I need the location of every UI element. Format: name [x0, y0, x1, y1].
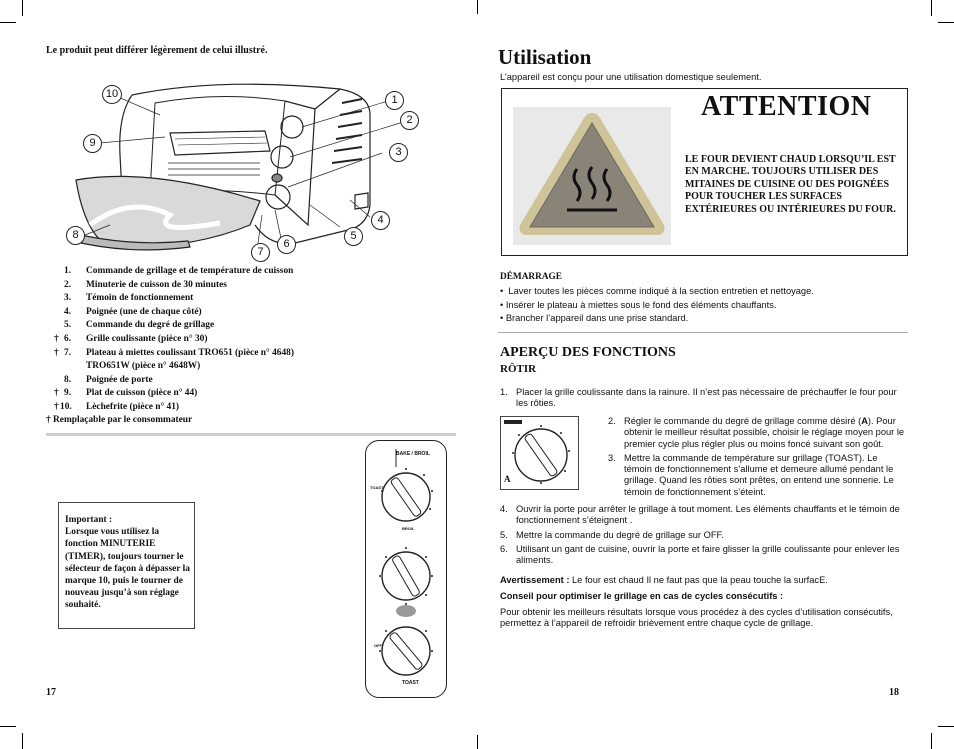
attention-box	[501, 88, 908, 256]
apercu-subheading: RÔTIR	[500, 363, 537, 375]
crop-mark	[0, 22, 16, 23]
callout-1: 1	[385, 91, 404, 110]
warning-text: Le four est chaud Il ne faut pas que la peau touche la surfacE.	[572, 575, 828, 585]
callout-6: 6	[277, 235, 296, 254]
panel-toast-label: TOAST	[370, 485, 384, 490]
demarrage-heading: DÉMARRAGE	[500, 272, 562, 282]
list-item: • Laver toutes les pièces comme indiqué à la section entretien et nettoyage.	[500, 286, 814, 296]
crop-mark	[477, 0, 478, 14]
list-item: 5. Mettre la commande du degré de grillage sur OFF.	[500, 529, 724, 540]
steps-list-1	[500, 387, 908, 413]
control-panel-dials	[366, 441, 446, 697]
panel-toast-bottom-label: TOAST	[402, 680, 419, 686]
list-item: 4. Ouvrir la porte pour arrêter le grillage à tout moment. Les éléments chauffants et le témoin de fonctionnement s’éteignent .	[500, 504, 900, 526]
crop-mark	[22, 733, 23, 749]
callout-10: 10	[102, 85, 122, 104]
callout-7: 7	[251, 243, 270, 262]
callout-2: 2	[400, 111, 419, 130]
important-title: Important :	[65, 515, 113, 525]
tip-text: Pour obtenir les meilleurs résultats lorsque vous procédez à des cycles d’utilisation consécutifs, permettez à l’appareil de refroidir brièvement entre chaque cycle de grillage.	[500, 607, 893, 629]
hot-surface-icon	[513, 107, 671, 245]
page-title: Utilisation	[498, 45, 592, 69]
crop-mark	[931, 733, 932, 749]
dial-letter-a: A	[504, 474, 511, 484]
callout-3: 3	[389, 143, 408, 162]
list-item: TRO651W (pièce n° 4648W)	[86, 361, 201, 372]
list-item: 2. Minuterie de cuisson de 30 minutes	[64, 279, 227, 290]
callout-4: 4	[371, 211, 390, 230]
list-item: † 7. Plateau à miettes coulissant TRO651 (pièce n° 4648)	[54, 347, 294, 358]
steps-list-2	[608, 416, 908, 501]
section-divider	[46, 433, 456, 436]
control-panel	[365, 440, 447, 698]
important-body: Lorsque vous utilisez la fonction MINUTERIE (TIMER), toujours tourner le sélecteur de façon à dépasser la marque 10, puis le tourner de nouveau jusqu’à son réglage souhaité.	[65, 527, 190, 611]
attention-heading: ATTENTION	[701, 91, 872, 122]
replaceable-note: † Remplaçable par le consommateur	[46, 415, 193, 425]
panel-off-label: OFF	[374, 643, 382, 648]
list-item: • Brancher l’appareil dans une prise standard.	[500, 313, 689, 324]
list-item: 4. Poignée (une de chaque côté)	[64, 306, 202, 317]
callout-5: 5	[344, 227, 363, 246]
list-item: 8. Poignée de porte	[64, 374, 153, 385]
list-item: † 10. Lèchefrite (pièce n° 41)	[54, 401, 180, 412]
list-item: 1. Commande de grillage et de température de cuisson	[64, 266, 294, 276]
top-note: Le produit peut différer légèrement de celui illustré.	[46, 45, 268, 56]
list-item: 2. Régler le commande du degré de grillage comme désiré (A). Pour obtenir le meilleur résultat possible, choisir le réglage moyen pour le premier cycle plus régler plus ou moins foncé suivant son goût.	[608, 416, 905, 449]
important-box	[58, 502, 195, 629]
apercu-heading: APERÇU DES FONCTIONS	[500, 345, 676, 360]
callout-9: 9	[83, 134, 102, 153]
list-item: 3. Mettre la commande de température sur grillage (TOAST). Le témoin de fonctionnement s’allume et demeure allumé pendant le grillage. Quand les rôties sont prêtes, on entend une sonnerie. Le témoin de fonctionnement s’éteint.	[608, 452, 894, 497]
crop-mark	[477, 735, 478, 749]
toast-dial-graphic	[501, 417, 578, 489]
list-item: † 9. Plat de cuisson (pièce n° 44)	[54, 388, 198, 399]
steps-list-3	[500, 504, 908, 569]
crop-mark	[938, 726, 954, 727]
crop-mark	[931, 0, 932, 16]
parts-list	[46, 265, 446, 415]
callout-8: 8	[66, 226, 85, 245]
list-item: 6. Utilisant un gant de cuisine, ouvrir la porte et faire glisser la grille coulissante pour enlever les aliments.	[500, 543, 900, 566]
list-item: • Insérer le plateau à miettes sous le fond des éléments chauffants.	[500, 299, 777, 310]
toast-dial-image	[500, 416, 579, 490]
list-item: † 6. Grille coulissante (pièce n° 30)	[54, 333, 208, 344]
warning-label: Avertissement :	[500, 575, 570, 585]
crop-mark	[938, 22, 954, 23]
crop-mark	[0, 726, 16, 727]
tip-heading: Conseil pour optimiser le grillage en cas de cycles consécutifs :	[500, 591, 784, 601]
attention-text: LE FOUR DEVIENT CHAUD LORSQU’IL EST EN MARCHE. TOUJOURS UTILISER DES MITAINES DE CUISINE OU DES POIGNÉES POUR TOUCHER LES SURFACES EXTÉRIEURES OU INTÉRIEURES DU FOUR.	[685, 154, 896, 215]
panel-broil-label: BROIL	[402, 526, 415, 531]
demarrage-bullets	[500, 285, 814, 326]
page-number-left: 17	[46, 687, 56, 698]
list-item: 5. Commande du degré de grillage	[64, 320, 215, 331]
warning-line	[500, 575, 908, 586]
bake-broil-label: BAKE / BROIL	[396, 451, 430, 457]
section-divider	[498, 332, 908, 333]
hot-surface-warning-image	[513, 107, 671, 245]
crop-mark	[22, 0, 23, 16]
list-item: 1. Placer la grille coulissante dans la rainure. Il n’est pas nécessaire de préchauffer le four pour les rôties.	[500, 387, 897, 409]
list-item: 3. Témoin de fonctionnement	[64, 293, 194, 304]
page-subtitle: L’appareil est conçu pour une utilisation domestique seulement.	[500, 72, 762, 82]
page-number-right: 18	[889, 687, 899, 698]
